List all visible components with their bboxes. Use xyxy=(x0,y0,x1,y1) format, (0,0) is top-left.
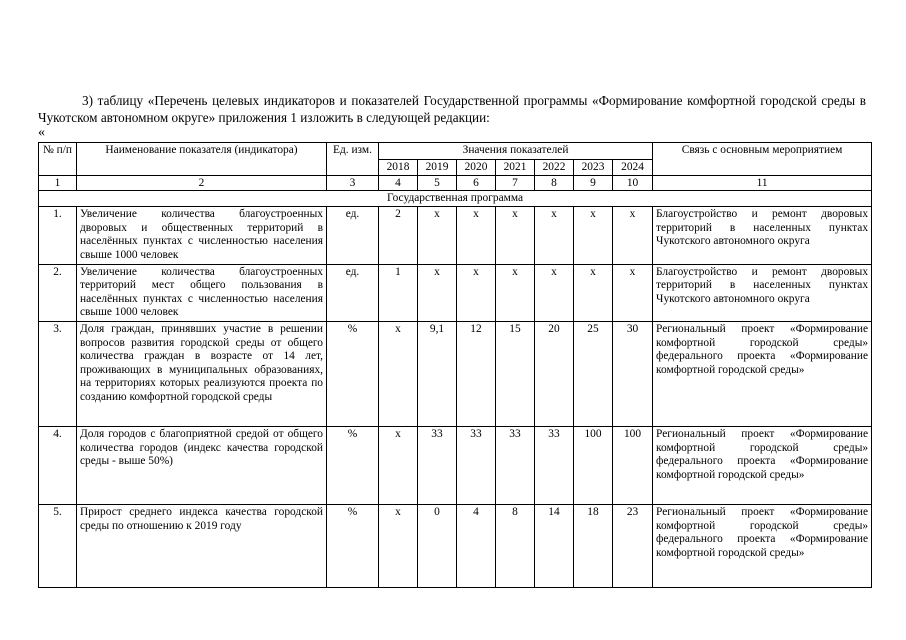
section-row xyxy=(39,191,872,207)
header-year: 2021 xyxy=(496,159,535,176)
indicator-name: Доля граждан, принявших участие в решении вопросов развития городской среды от общего количества граждан в возрасте от 14 лет, проживающих в муниципальных образованиях, на территориях которых реализуются проекта по созданию комфортной городской среды xyxy=(77,321,327,426)
value-cell: 25 xyxy=(574,321,613,426)
value-cell: 14 xyxy=(535,504,574,587)
row-number: 3. xyxy=(39,321,77,426)
indicators-table xyxy=(38,142,872,588)
header-link: Связь с основным мероприятием xyxy=(653,143,872,176)
indicator-name: Увеличение количества благоустроенных дворовых и общественных территорий в населённых пунктах с численностью населения свыше 1000 человек xyxy=(77,207,327,264)
column-number: 9 xyxy=(574,176,613,191)
value-cell: 8 xyxy=(496,504,535,587)
table-row xyxy=(39,321,872,426)
value-cell: х xyxy=(574,207,613,264)
row-number: 4. xyxy=(39,426,77,504)
value-cell: х xyxy=(535,207,574,264)
column-number: 8 xyxy=(535,176,574,191)
value-cell: х xyxy=(496,264,535,321)
row-number: 5. xyxy=(39,504,77,587)
table-row xyxy=(39,207,872,264)
value-cell: 18 xyxy=(574,504,613,587)
header-year: 2024 xyxy=(613,159,653,176)
value-cell: 15 xyxy=(496,321,535,426)
unit-cell: ед. xyxy=(327,207,379,264)
column-number: 1 xyxy=(39,176,77,191)
value-cell: 12 xyxy=(457,321,496,426)
value-cell: х xyxy=(457,207,496,264)
value-cell: х xyxy=(379,504,418,587)
opening-quote-mark: « xyxy=(38,125,45,140)
value-cell: 33 xyxy=(457,426,496,504)
column-numbers-row xyxy=(39,176,872,191)
column-number: 2 xyxy=(77,176,327,191)
value-cell: х xyxy=(457,264,496,321)
header-num: № п/п xyxy=(39,143,77,176)
value-cell: х xyxy=(418,207,457,264)
value-cell: х xyxy=(535,264,574,321)
value-cell: х xyxy=(574,264,613,321)
header-year: 2019 xyxy=(418,159,457,176)
unit-cell: % xyxy=(327,321,379,426)
header-unit: Ед. изм. xyxy=(327,143,379,176)
table-header-row xyxy=(39,143,872,160)
value-cell: 2 xyxy=(379,207,418,264)
header-year: 2023 xyxy=(574,159,613,176)
value-cell: х xyxy=(496,207,535,264)
value-cell: 9,1 xyxy=(418,321,457,426)
value-cell: х xyxy=(418,264,457,321)
value-cell: 1 xyxy=(379,264,418,321)
indicator-name: Увеличение количества благоустроенных территорий мест общего пользования в населённых пунктах с численностью населения свыше 1000 человек xyxy=(77,264,327,321)
header-values: Значения показателей xyxy=(379,143,653,160)
header-year: 2020 xyxy=(457,159,496,176)
related-activity: Региональный проект «Формирование комфортной городской среды» федерального проекта «Формирование комфортной городской среды» xyxy=(653,321,872,426)
value-cell: х xyxy=(613,207,653,264)
column-number: 7 xyxy=(496,176,535,191)
indicator-name: Прирост среднего индекса качества городской среды по отношению к 2019 году xyxy=(77,504,327,587)
header-year: 2018 xyxy=(379,159,418,176)
section-title: Государственная программа xyxy=(39,191,872,207)
table-row xyxy=(39,504,872,587)
value-cell: 100 xyxy=(574,426,613,504)
value-cell: х xyxy=(613,264,653,321)
unit-cell: % xyxy=(327,426,379,504)
column-number: 10 xyxy=(613,176,653,191)
row-number: 1. xyxy=(39,207,77,264)
table-row xyxy=(39,426,872,504)
value-cell: 4 xyxy=(457,504,496,587)
value-cell: 30 xyxy=(613,321,653,426)
header-name: Наименование показателя (индикатора) xyxy=(77,143,327,176)
related-activity: Благоустройство и ремонт дворовых территорий в населенных пунктах Чукотского автономного округа xyxy=(653,264,872,321)
value-cell: 23 xyxy=(613,504,653,587)
indicator-name: Доля городов с благоприятной средой от общего количества городов (индекс качества городской среды - выше 50%) xyxy=(77,426,327,504)
related-activity: Благоустройство и ремонт дворовых территорий в населенных пунктах Чукотского автономного округа xyxy=(653,207,872,264)
value-cell: 33 xyxy=(496,426,535,504)
column-number: 5 xyxy=(418,176,457,191)
column-number: 4 xyxy=(379,176,418,191)
row-number: 2. xyxy=(39,264,77,321)
value-cell: 0 xyxy=(418,504,457,587)
value-cell: х xyxy=(379,426,418,504)
related-activity: Региональный проект «Формирование комфортной городской среды» федерального проекта «Формирование комфортной городской среды» xyxy=(653,504,872,587)
value-cell: 20 xyxy=(535,321,574,426)
related-activity: Региональный проект «Формирование комфортной городской среды» федерального проекта «Формирование комфортной городской среды» xyxy=(653,426,872,504)
table-row xyxy=(39,264,872,321)
column-number: 6 xyxy=(457,176,496,191)
unit-cell: % xyxy=(327,504,379,587)
unit-cell: ед. xyxy=(327,264,379,321)
value-cell: х xyxy=(379,321,418,426)
intro-paragraph: 3) таблицу «Перечень целевых индикаторов и показателей Государственной программы «Формирование комфортной городской среды в Чукотском автономном округе» приложения 1 изложить в следующей редакции: xyxy=(38,93,866,125)
value-cell: 33 xyxy=(418,426,457,504)
value-cell: 100 xyxy=(613,426,653,504)
value-cell: 33 xyxy=(535,426,574,504)
header-year: 2022 xyxy=(535,159,574,176)
column-number: 3 xyxy=(327,176,379,191)
column-number: 11 xyxy=(653,176,872,191)
